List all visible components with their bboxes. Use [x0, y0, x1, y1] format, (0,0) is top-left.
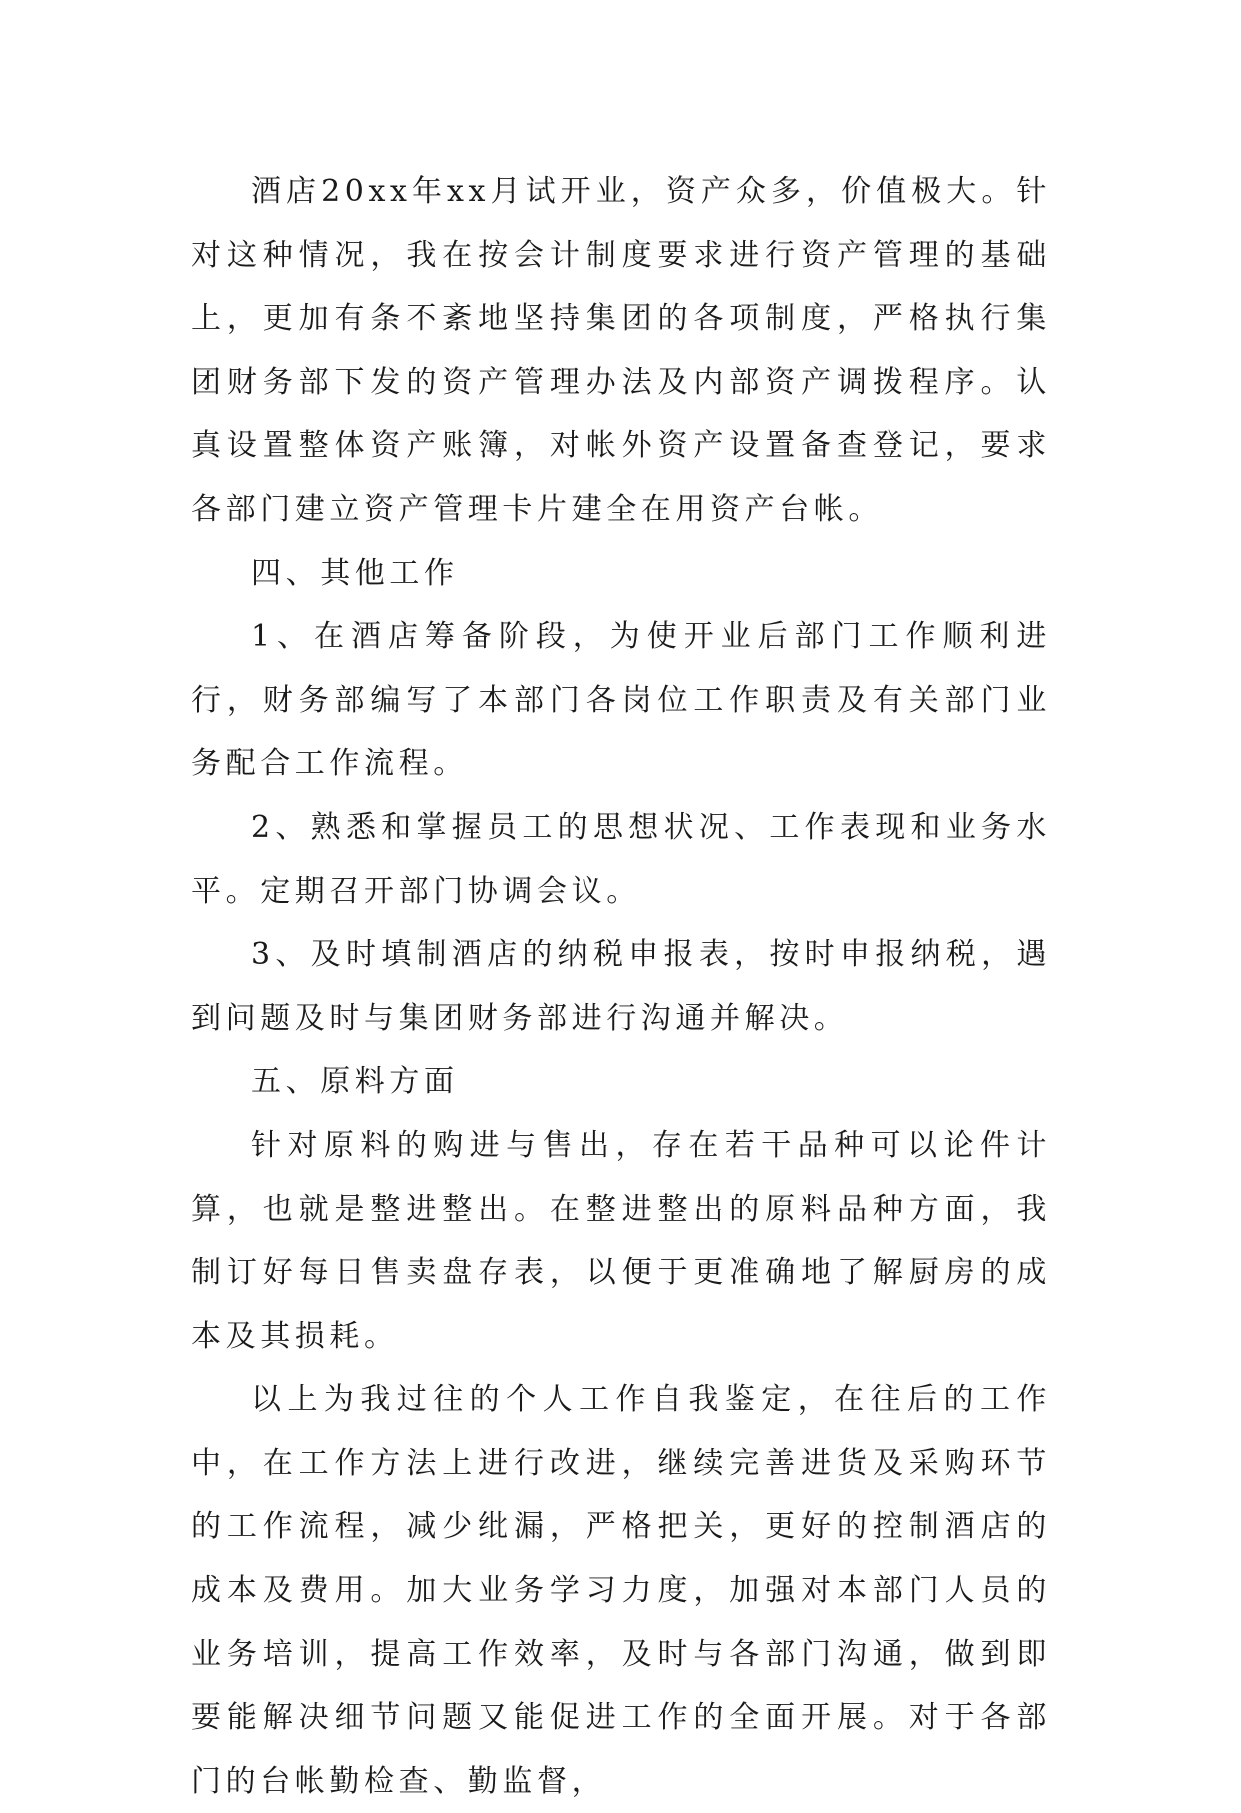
paragraph-asset-management: 酒店20xx年xx月试开业，资产众多，价值极大。针对这种情况，我在按会计制度要求进行资产管理的基础上，更加有条不紊地坚持集团的各项制度，严格执行集团财务部下发的资产管理办法及内部资产调拨程序。认真设置整体资产账簿，对帐外资产设置备查登记，要求各部门建立资产管理卡片建全在用资产台帐。 [191, 174, 1051, 527]
paragraph-item-1: 1、在酒店筹备阶段，为使开业后部门工作顺利进行，财务部编写了本部门各岗位工作职责及有关部门业务配合工作流程。 [191, 619, 1051, 782]
heading-other-work: 四、其他工作 [251, 555, 459, 591]
paragraph-self-assessment: 以上为我过往的个人工作自我鉴定，在往后的工作中，在工作方法上进行改进，继续完善进货及采购环节的工作流程，减少纰漏，严格把关，更好的控制酒店的成本及费用。加大业务学习力度，加强对本部门人员的业务培训，提高工作效率，及时与各部门沟通，做到即要能解决细节问题又能促进工作的全面开展。对于各部门的台帐勤检查、勤监督， [191, 1382, 1051, 1799]
paragraph-item-2: 2、熟悉和掌握员工的思想状况、工作表现和业务水平。定期召开部门协调会议。 [191, 809, 1051, 909]
paragraph-raw-materials: 针对原料的购进与售出，存在若干品种可以论件计算，也就是整进整出。在整进整出的原料品种方面，我制订好每日售卖盘存表，以便于更准确地了解厨房的成本及其损耗。 [191, 1127, 1051, 1354]
heading-raw-materials: 五、原料方面 [251, 1064, 459, 1100]
document-body [191, 160, 1051, 1813]
paragraph-item-3: 3、及时填制酒店的纳税申报表，按时申报纳税，遇到问题及时与集团财务部进行沟通并解决。 [191, 937, 1051, 1036]
